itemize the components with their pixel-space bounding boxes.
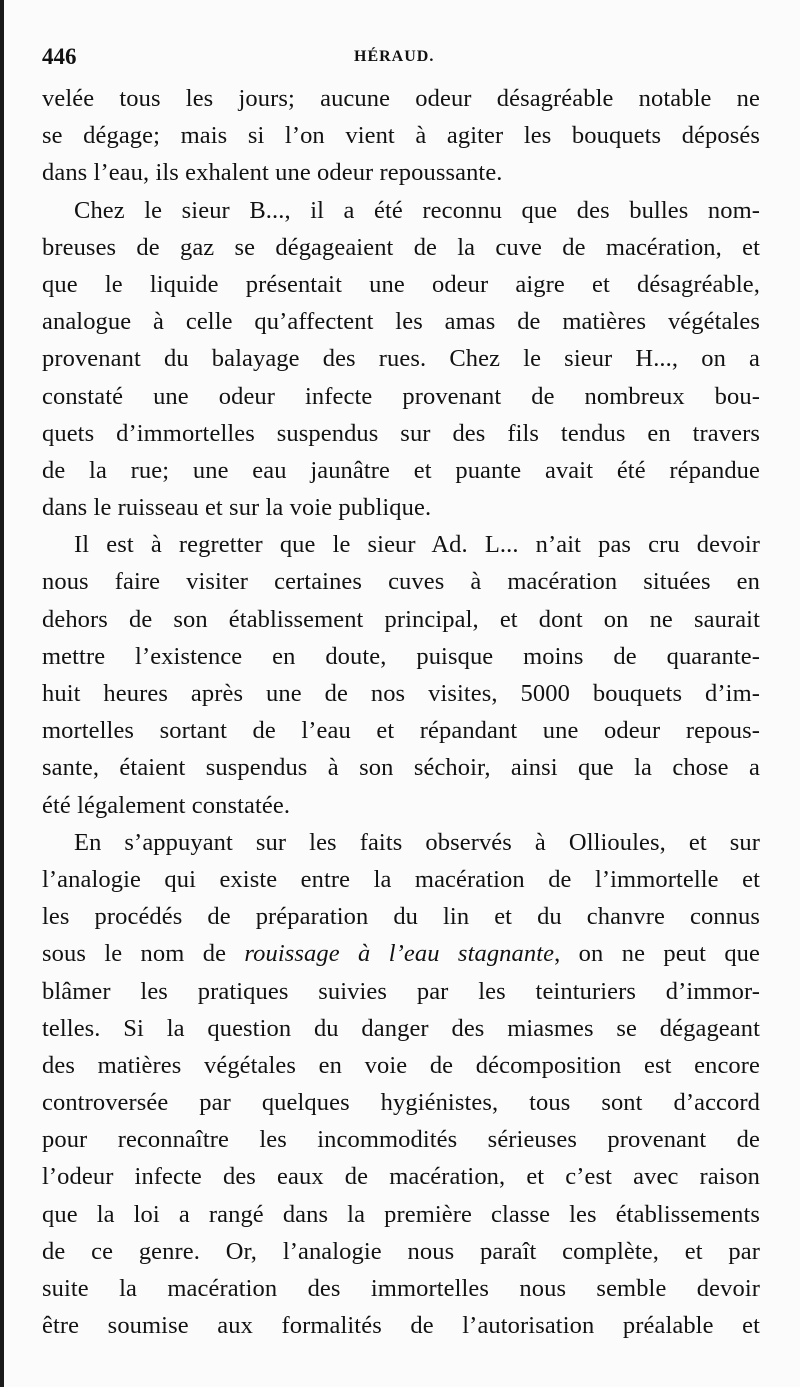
- text-line: dehors de son établissement principal, et dont on ne saurait: [42, 605, 760, 633]
- paragraph: [42, 192, 760, 527]
- text-line: quets d’immortelles suspendus sur des fils tendus en travers: [42, 419, 760, 447]
- text-line: dans le ruisseau et sur la voie publique.: [42, 494, 432, 522]
- text-line: En s’appuyant sur les faits observés à Ollioules, et sur: [74, 828, 760, 856]
- text-line: nous faire visiter certaines cuves à macération situées en: [42, 568, 760, 596]
- text-line: controversée par quelques hygiénistes, tous sont d’accord: [42, 1089, 760, 1117]
- page-number: 446: [42, 44, 77, 69]
- text-line: de la rue; une eau jaunâtre et puante avait été répandue: [42, 456, 760, 484]
- text-line: des matières végétales en voie de décomposition est encore: [42, 1051, 760, 1079]
- text-segment: , on ne peut que: [554, 940, 761, 968]
- text-line: que la loi a rangé dans la première classe les établissements: [42, 1200, 760, 1228]
- text-line: dans l’eau, ils exhalent une odeur repoussante.: [42, 159, 503, 187]
- text-line: été légalement constatée.: [42, 791, 291, 819]
- text-line: les procédés de préparation du lin et du chanvre connus: [42, 903, 760, 931]
- running-head: HÉRAUD.: [354, 48, 435, 65]
- text-line: Il est à regretter que le sieur Ad. L... n’ait pas cru devoir: [74, 531, 760, 559]
- text-line: mettre l’existence en doute, puisque moins de quarante-: [42, 642, 760, 670]
- text-line: être soumise aux formalités de l’autorisation préalable et: [42, 1312, 760, 1340]
- text-line: provenant du balayage des rues. Chez le sieur H..., on a: [42, 345, 760, 373]
- text-segment: sous le nom de: [42, 940, 245, 968]
- text-line: pour reconnaître les incommodités sérieuses provenant de: [42, 1126, 760, 1154]
- page-edge-shadow: [0, 0, 4, 1387]
- text-line: l’odeur infecte des eaux de macération, et c’est avec raison: [42, 1163, 760, 1191]
- text-line: Chez le sieur B..., il a été reconnu que des bulles nom-: [74, 196, 760, 224]
- text-line: l’analogie qui existe entre la macération de l’immortelle et: [42, 865, 760, 893]
- text-line: de ce genre. Or, l’analogie nous paraît complète, et par: [42, 1237, 760, 1265]
- paragraph: [42, 824, 760, 1345]
- text-line: huit heures après une de nos visites, 5000 bouquets d’im-: [42, 680, 760, 707]
- text-line: se dégage; mais si l’on vient à agiter les bouquets déposés: [42, 122, 760, 150]
- text-line: velée tous les jours; aucune odeur désagréable notable ne: [42, 85, 760, 112]
- italic-term: rouissage à l’eau stagnante: [244, 940, 555, 968]
- text-line: sante, étaient suspendus à son séchoir, ainsi que la chose a: [42, 754, 760, 782]
- text-line: analogue à celle qu’affectent les amas de matières végétales: [42, 308, 760, 336]
- paragraph: [42, 526, 760, 824]
- text-line: mortelles sortant de l’eau et répandant une odeur repous-: [42, 717, 760, 745]
- text-line-with-italic: [42, 935, 760, 972]
- page-header: [42, 44, 758, 72]
- paragraph: [42, 80, 760, 192]
- body-text: [42, 80, 760, 1344]
- text-line: suite la macération des immortelles nous semble devoir: [42, 1275, 760, 1302]
- text-line: breuses de gaz se dégageaient de la cuve de macération, et: [42, 233, 760, 261]
- text-line: que le liquide présentait une odeur aigre et désagréable,: [42, 270, 760, 298]
- text-line: constaté une odeur infecte provenant de nombreux bou-: [42, 382, 760, 410]
- text-line: blâmer les pratiques suivies par les teinturiers d’immor-: [42, 977, 760, 1005]
- text-line: telles. Si la question du danger des miasmes se dégageant: [42, 1014, 760, 1042]
